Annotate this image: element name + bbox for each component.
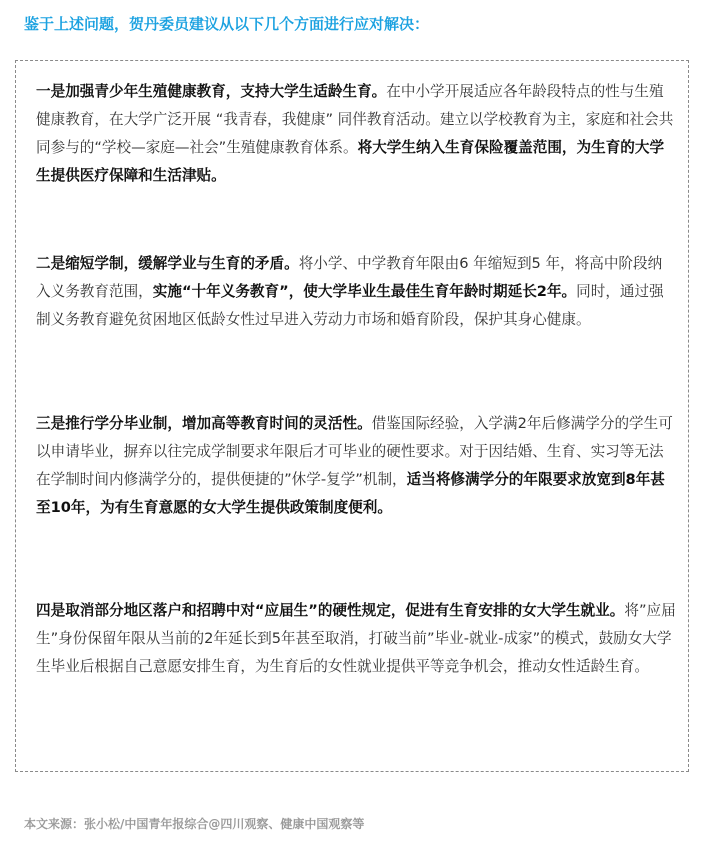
intro-heading: 鉴于上述问题，贺丹委员建议从以下几个方面进行应对解决： xyxy=(24,15,430,33)
source-credit: 本文来源：张小松/中国青年报综合@四川观察、健康中国观察等 xyxy=(24,817,365,831)
bold-lead: 一是加强青少年生殖健康教育，支持大学生适龄生育。 xyxy=(36,83,387,100)
paragraph-school-system xyxy=(36,250,676,334)
body-text: 借鉴国际经验，入学满2年后修满学分的学生可以申请毕业，摒弃以往完成学制要求年限后才可毕业的硬性要求。对于因结婚、生育、实习等无法在学制时间内修满学分的，提供便捷的”休学-复学”机制， xyxy=(36,415,673,488)
bold-lead: 三是推行学分毕业制，增加高等教育时间的灵活性。 xyxy=(36,415,372,432)
bold-text: 将大学生纳入生育保险覆盖范围，为生育的大学生提供医疗保障和生活津贴。 xyxy=(36,139,665,184)
body-text: 在中小学开展适应各年龄段特点的性与生殖健康教育，在大学广泛开展 “我青春，我健康” 同伴教育活动。建立以学校教育为主，家庭和社会共同参与的“学校—家庭—社会”生殖健康教育体系。 xyxy=(36,83,674,156)
paragraph-graduate-status xyxy=(36,597,676,681)
paragraph-education xyxy=(36,78,676,190)
bold-text: 实施“十年义务教育”，使大学毕业生最佳生育年龄时期延长2年。 xyxy=(152,283,577,300)
body-text: 同时，通过强制义务教育避免贫困地区低龄女性过早进入劳动力市场和婚育阶段，保护其身心健康。 xyxy=(36,283,664,328)
body-text: 将”应届生”身份保留年限从当前的2年延长到5年甚至取消，打破当前”毕业-就业-成家”的模式，鼓励女大学生毕业后根据自己意愿安排生育，为生育后的女性就业提供平等竞争机会，推动女性适龄生育。 xyxy=(36,602,676,675)
paragraph-credit-graduation xyxy=(36,410,676,522)
bold-text: 适当将修满学分的年限要求放宽到8年甚至10年，为有生育意愿的女大学生提供政策制度便利。 xyxy=(36,471,665,516)
body-text: 将小学、中学教育年限由6 年缩短到5 年，将高中阶段纳入义务教育范围， xyxy=(36,255,663,300)
bold-lead: 二是缩短学制，缓解学业与生育的矛盾。 xyxy=(36,255,299,272)
bold-lead: 四是取消部分地区落户和招聘中对“应届生”的硬性规定，促进有生育安排的女大学生就业。 xyxy=(36,602,625,619)
